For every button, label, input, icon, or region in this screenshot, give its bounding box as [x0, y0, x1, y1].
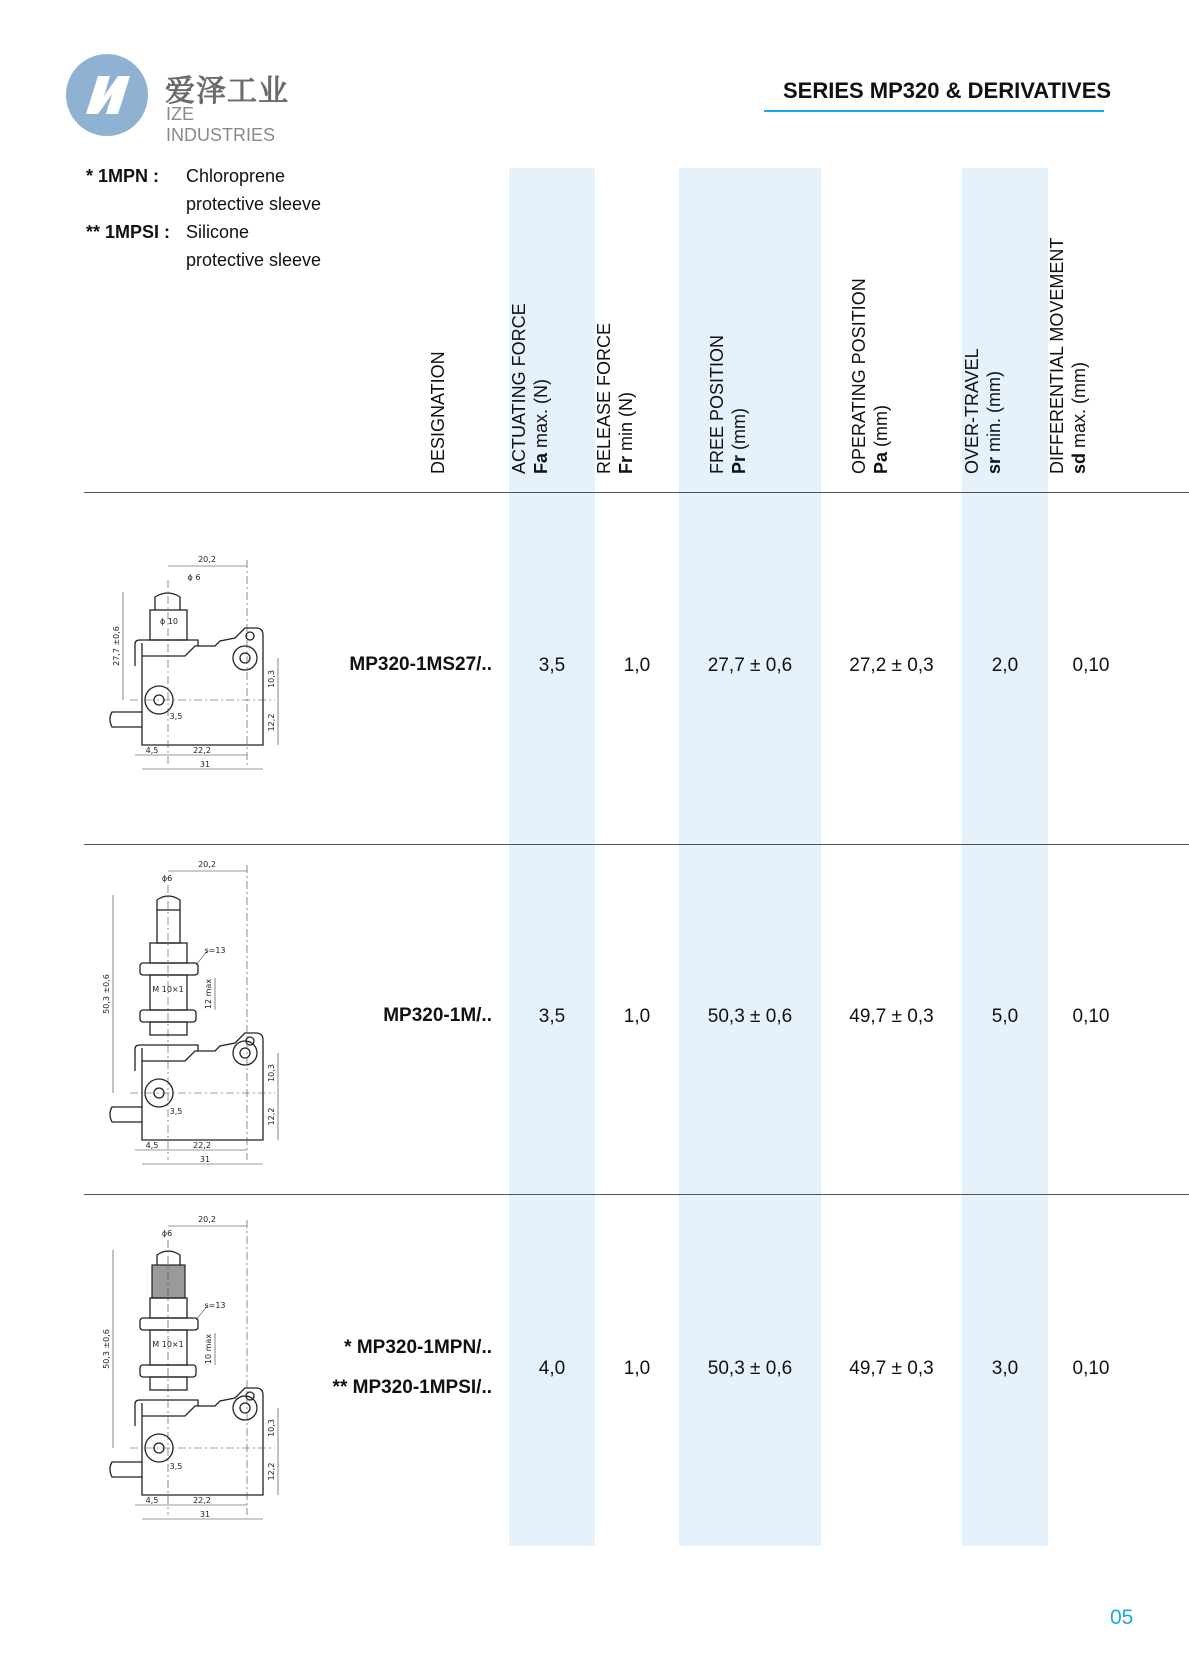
hex-nut: [140, 963, 198, 975]
switch-dimension-drawing: [90, 845, 310, 1185]
header-title: DESIGNATION: [428, 351, 448, 474]
dim-thread: M 10×1: [152, 985, 184, 994]
dim-right-lower: 12,2: [267, 1462, 276, 1481]
title-underline: [764, 110, 1104, 112]
mounting-hole-inner: [240, 1403, 250, 1413]
fa-cell: 3,5: [538, 655, 566, 676]
dim-right-upper: 10,3: [267, 1064, 276, 1082]
logo-en-text: IZE INDUSTRIES: [166, 104, 276, 145]
logo-mark-icon: [64, 52, 150, 138]
dim-bottom-total: 31: [199, 1510, 211, 1519]
header-title: OVER-TRAVEL: [962, 348, 982, 474]
pa-cell: 27,2 ± 0,3: [849, 655, 934, 676]
switch-body: [142, 1388, 263, 1495]
sd-cell: 0,10: [1072, 1006, 1110, 1027]
sd-cell: 0,10: [1072, 655, 1110, 676]
header-title: OPERATING POSITION: [849, 278, 869, 474]
dim-right-upper: 10,3: [267, 1419, 276, 1437]
dim-right-lower: 12,2: [267, 1107, 276, 1126]
dim-right-upper: 10,3: [267, 670, 276, 688]
pa-cell: 49,7 ± 0,3: [849, 1006, 934, 1027]
terminal-pin: [110, 1462, 142, 1477]
pr-cell: 50,3 ± 0,6: [707, 1006, 793, 1027]
pa-cell: 49,7 ± 0,3: [849, 1358, 934, 1379]
header-symbol: sd: [1069, 452, 1089, 474]
header-symbol: sr: [984, 456, 1004, 474]
switch-dimension-drawing: [90, 540, 310, 880]
pr-cell: 50,3 ± 0,6: [707, 1358, 793, 1379]
header-title: ACTUATING FORCE: [509, 303, 529, 474]
sr-cell: 2,0: [991, 655, 1019, 676]
column-stripe-free-position: [679, 168, 821, 1546]
row-divider: [84, 1194, 1189, 1195]
header-title: DIFFERENTIAL MOVEMENT: [1047, 237, 1067, 474]
dim-bottom-mid: 22,2: [193, 1496, 211, 1505]
threaded-bushing: [150, 1022, 187, 1035]
plunger: [155, 593, 180, 610]
dim-hole: 3,5: [169, 1462, 183, 1471]
column-header-differential-movement: [1046, 238, 1090, 474]
dim-bottom-total: 31: [199, 1155, 211, 1164]
switch-dimension-drawing: [90, 1200, 310, 1540]
sr-cell: 5,0: [991, 1006, 1019, 1027]
dim-plunger-diameter: ϕ6: [161, 1229, 173, 1238]
dim-nut-size: s=13: [204, 1301, 226, 1310]
column-header-operating-position: [848, 278, 892, 474]
column-header-over-travel: [961, 348, 1005, 474]
footnote-text: protective sleeve: [186, 194, 322, 214]
header-unit: min. (mm): [984, 371, 1004, 457]
dim-bottom-mid: 22,2: [193, 746, 211, 755]
dim-top: 20,2: [198, 1215, 216, 1224]
company-logo: [64, 52, 304, 145]
page-title: SERIES MP320 & DERIVATIVES: [783, 78, 1112, 103]
footnote-mark: * 1MPN :: [86, 166, 160, 186]
mounting-hole: [233, 1041, 257, 1065]
column-header-release-force: [593, 323, 637, 474]
dim-top: 20,2: [198, 860, 216, 869]
header-symbol: Fa: [531, 452, 551, 474]
hex-nut: [140, 1318, 198, 1330]
dim-nut-size: s=13: [204, 946, 226, 955]
footnote-text: protective sleeve: [186, 250, 322, 270]
protective-sleeve: [152, 1265, 185, 1298]
sd-cell: 0,10: [1072, 1358, 1110, 1379]
mounting-hole: [233, 646, 257, 670]
threaded-bushing: [150, 943, 187, 963]
fr-cell: 1,0: [623, 1006, 651, 1027]
mounting-hole-inner: [240, 653, 250, 663]
dim-thread: M 10×1: [152, 1340, 184, 1349]
column-header-free-position: [706, 335, 750, 474]
terminal-pin: [110, 1107, 142, 1122]
fr-cell: 1,0: [623, 655, 651, 676]
dim-hole: 3,5: [169, 712, 183, 721]
dim-top: 20,2: [198, 555, 216, 564]
header-unit: (mm): [871, 404, 891, 452]
dim-height: 27,7 ±0,6: [112, 626, 121, 666]
mounting-hole: [233, 1396, 257, 1420]
dim-height: 50,3 ±0,6: [102, 1329, 111, 1369]
header-symbol: Pr: [729, 454, 749, 474]
mounting-hole-inner: [240, 1048, 250, 1058]
header-unit: (mm): [729, 408, 749, 455]
fa-cell: 4,0: [538, 1358, 566, 1379]
dim-right-lower: 12,2: [267, 713, 276, 732]
dim-thread-length: 10 max: [204, 1333, 213, 1365]
plunger: [157, 1251, 180, 1265]
dim-collar-diameter: ϕ 10: [160, 617, 178, 626]
designation-cell: MP320-1M/..: [383, 1005, 492, 1026]
dim-plunger-diameter: ϕ 6: [187, 573, 201, 582]
dim-bottom-total: 31: [199, 760, 211, 769]
fr-cell: 1,0: [623, 1358, 651, 1379]
switch-body: [142, 1033, 263, 1140]
footnote-mark: ** 1MPSI :: [86, 222, 171, 242]
dim-thread-length: 12 max: [204, 978, 213, 1010]
header-rule: [84, 492, 1189, 493]
header-unit: min (N): [616, 392, 636, 456]
designation-cell: MP320-1MS27/..: [349, 654, 492, 675]
column-header-designation: [427, 351, 449, 474]
dim-bottom-left: 4,5: [145, 1496, 159, 1505]
header-unit: max. (mm): [1069, 362, 1089, 453]
threaded-bushing: [150, 1298, 187, 1318]
header-title: FREE POSITION: [707, 334, 727, 474]
dim-bottom-left: 4,5: [145, 746, 159, 755]
plunger: [157, 896, 180, 910]
designation-cell: * MP320-1MPN/..: [344, 1337, 492, 1358]
header-unit: max. (N): [531, 378, 551, 453]
dim-hole: 3,5: [169, 1107, 183, 1116]
dim-plunger-diameter: ϕ6: [161, 874, 173, 883]
header-title: RELEASE FORCE: [594, 322, 614, 474]
designation-cell: ** MP320-1MPSI/..: [332, 1377, 492, 1398]
dim-bottom-mid: 22,2: [193, 1141, 211, 1150]
header-symbol: Fr: [616, 456, 636, 474]
pr-cell: 27,7 ± 0,6: [707, 655, 793, 676]
header-symbol: Pa: [871, 451, 891, 474]
dim-height: 50,3 ±0,6: [102, 974, 111, 1014]
column-header-actuating-force: [508, 303, 552, 474]
dim-bottom-left: 4,5: [145, 1141, 159, 1150]
threaded-bushing: [150, 1377, 187, 1390]
logo-cn-text: 爱泽工业: [165, 75, 289, 108]
fa-cell: 3,5: [538, 1006, 566, 1027]
terminal-pin: [110, 712, 142, 727]
footnote-text: Silicone: [186, 222, 250, 242]
plunger-stem: [157, 910, 180, 943]
footnote-text: Chloroprene: [186, 166, 286, 186]
page-number: 05: [1110, 1606, 1134, 1629]
sr-cell: 3,0: [991, 1358, 1019, 1379]
